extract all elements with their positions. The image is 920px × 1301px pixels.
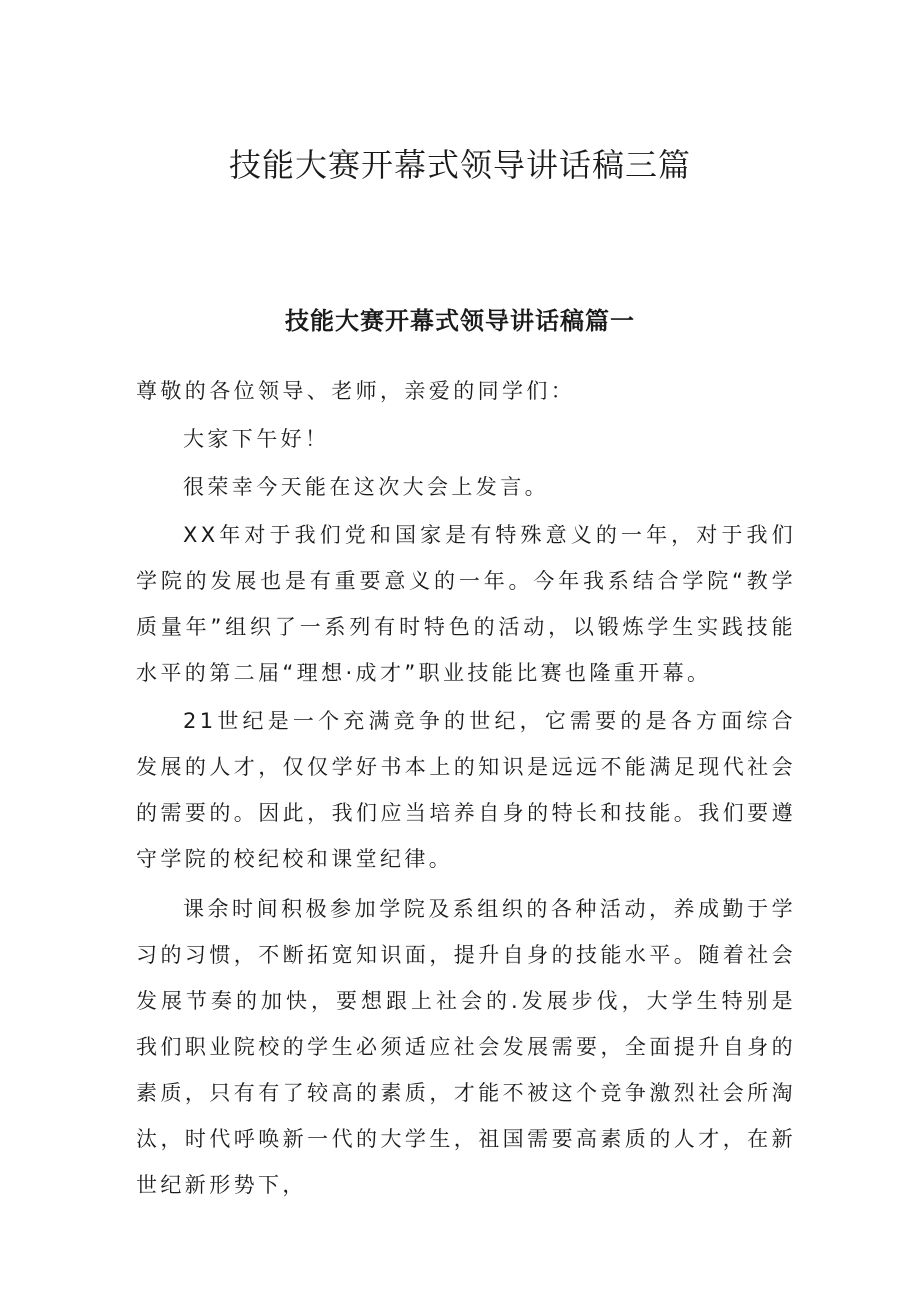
paragraph-activities: 课余时间积极参加学院及系组织的各种活动，养成勤于学习的习惯，不断拓宽知识面，提升自身的技能水平。随着社会发展节奏的加快，要想跟上社会的.发展步伐，大学生特别是我们职业院校的学生必须适应社会发展需要，全面提升自身的素质，只有有了较高的素质，才能不被这个竞争激烈社会所淘汰，时代呼唤新一代的大学生，祖国需要高素质的人才，在新世纪新形势下， <box>136 897 796 1197</box>
paragraph-honor: 很荣幸今天能在这次大会上发言。 <box>183 475 549 499</box>
document-body <box>136 368 796 1210</box>
paragraph-century: 21世纪是一个充满竞争的世纪，它需要的是各方面综合发展的人才，仅仅学好书本上的知识是远远不能满足现代社会的需要的。因此，我们应当培养自身的特长和技能。我们要遵守学院的校纪校和课堂纪律。 <box>136 709 796 871</box>
document-title: 技能大赛开幕式领导讲话稿三篇 <box>228 146 691 184</box>
salutation: 尊敬的各位领导、老师，亲爱的同学们： <box>136 379 576 403</box>
paragraph-year: XX年对于我们党和国家是有特殊意义的一年，对于我们学院的发展也是有重要意义的一年。今年我系结合学院“教学质量年”组织了一系列有时特色的活动，以锻炼学生实践技能水平的第二届“理想·成才”职业技能比赛也隆重开幕。 <box>136 523 796 685</box>
paragraph-greeting: 大家下午好！ <box>183 427 330 451</box>
section-title: 技能大赛开幕式领导讲话稿篇一 <box>285 307 635 335</box>
